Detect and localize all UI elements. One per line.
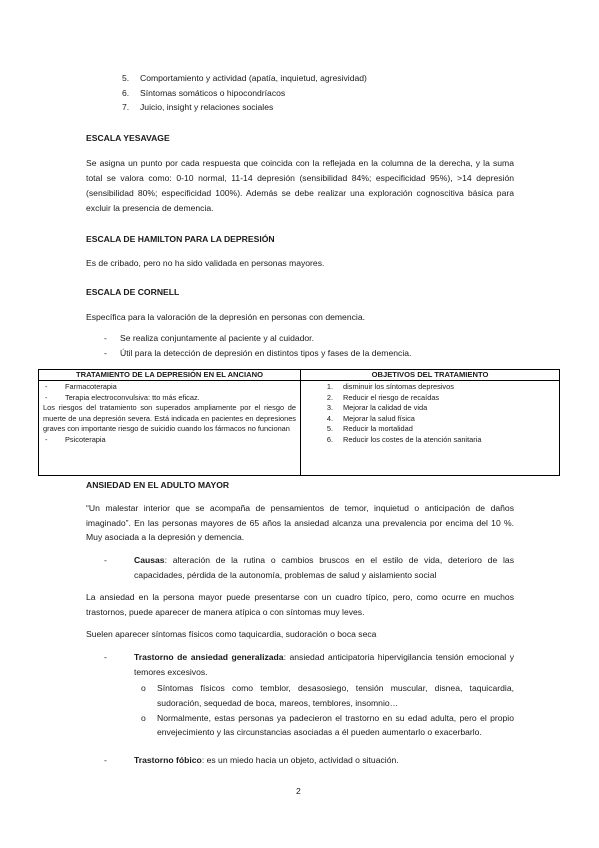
- list-item: 5. Comportamiento y actividad (apatía, inquietud, agresividad): [122, 73, 367, 83]
- anxiety-paragraph-2: La ansiedad en la persona mayor puede presentarse con un cuadro típico, pero, como ocurre en muchos trastornos, puede aparecer de manera atípica o con síntomas muy leves.: [86, 592, 514, 617]
- cornell-bullets: [104, 331, 514, 360]
- causes-label: Causas: [134, 555, 165, 565]
- list-item: 6. Reducir los costes de la atención sanitaria: [326, 434, 482, 444]
- treatment-table-wrapper: [38, 369, 559, 476]
- list-item: 3. Mejorar la calidad de vida: [326, 403, 428, 413]
- yesavage-heading: ESCALA YESAVAGE: [86, 133, 170, 143]
- list-item: o Síntomas físicos como temblor, desasosiego, tensión muscular, disnea, taquicardia, sudoración, sequedad de boca, mareos, temblores, insomnio…: [141, 683, 514, 708]
- hamilton-paragraph: Es de cribado, pero no ha sido validada en personas mayores.: [86, 258, 325, 268]
- list-item: - Farmacoterapia: [45, 382, 117, 391]
- tag-label: Trastorno de ansiedad generalizada: [134, 652, 284, 662]
- anxiety-paragraph-3: Suelen aparecer síntomas físicos como taquicardia, sudoración o boca seca: [86, 629, 377, 639]
- list-item: o Normalmente, estas personas ya padecieron el trastorno en su edad adulta, pero el propio envejecimiento y las circunstancias asociadas a él pueden aumentarlo o exacerbarlo.: [141, 712, 514, 738]
- list-item: 6. Síntomas somáticos o hipocondríacos: [122, 87, 286, 98]
- table-header: OBJETIVOS DEL TRATAMIENTO: [301, 370, 560, 381]
- tag-sub-list: [141, 681, 514, 740]
- cornell-heading: ESCALA DE CORNELL: [86, 287, 180, 297]
- list-item: 1. disminuir los síntomas depresivos: [326, 382, 454, 391]
- table-header: TRATAMIENTO DE LA DEPRESIÓN EN EL ANCIANO: [39, 370, 301, 381]
- hamilton-heading: ESCALA DE HAMILTON PARA LA DEPRESIÓN: [86, 234, 275, 244]
- page-number: 2: [296, 786, 301, 796]
- list-item: 2. Reducir el riesgo de recaídas: [326, 392, 440, 402]
- list-item: - Útil para la detección de depresión en distintos tipos y fases de la demencia.: [104, 347, 412, 358]
- treatment-table: [38, 369, 560, 476]
- list-item: - Psicoterapia: [45, 434, 106, 444]
- list-item: 7. Juicio, insight y relaciones sociales: [122, 102, 274, 113]
- anxiety-heading: ANSIEDAD EN EL ADULTO MAYOR: [86, 480, 230, 490]
- phobic-label: Trastorno fóbico: [134, 755, 202, 765]
- symptom-list: [122, 71, 502, 115]
- phobic-item: - Trastorno fóbico: es un miedo hacia un objeto, actividad o situación.: [104, 755, 399, 765]
- anxiety-quote-paragraph: “Un malestar interior que se acompaña de pensamientos de temor, inquietud o anticipación de daños imaginado”. En las personas mayores de 65 años la ansiedad alcanza una prevalencia por encima del 10 %. Muy asociada a la depresión y demencia.: [86, 503, 514, 543]
- list-item: - Se realiza conjuntamente al paciente y al cuidador.: [104, 333, 314, 343]
- tag-item: - Trastorno de ansiedad generalizada: ansiedad anticipatoria hipervigilancia tensión emocional y temores excesivos.: [104, 652, 515, 677]
- yesavage-paragraph: Se asigna un punto por cada respuesta que coincida con la reflejada en la columna de la derecha, y la suma total se valora como: 0-10 normal, 11-14 depresión (sensibilidad 84%; especificidad 95%), >14 depresión (sensibilidad 80%; especificidad 100%). Además se debe realizar una exploración cognoscitiva básica para excluir la presencia de demencia.: [86, 158, 514, 213]
- treatment-paragraph: Los riesgos del tratamiento son superados ampliamente por el riesgo de muerte de una depresión severa. Está indicada en pacientes en depresiones graves con importante riesgo de suicidio cuando los fármacos no funcionan: [43, 403, 296, 434]
- causes-item: - Causas: alteración de la rutina o cambios bruscos en el estilo de vida, deterioro de las capacidades, pérdida de la autonomía, problemas de salud y aislamiento social: [104, 555, 514, 580]
- objectives-list: [321, 382, 555, 446]
- list-item: - Terapia electroconvulsiva: tto más eficaz.: [45, 392, 200, 402]
- list-item: 4. Mejorar la salud física: [326, 413, 415, 423]
- treatment-cell: [39, 381, 301, 476]
- objectives-cell: [301, 381, 560, 476]
- cornell-paragraph: Específica para la valoración de la depresión en personas con demencia.: [86, 312, 365, 322]
- list-item: 5. Reducir la mortalidad: [326, 424, 413, 434]
